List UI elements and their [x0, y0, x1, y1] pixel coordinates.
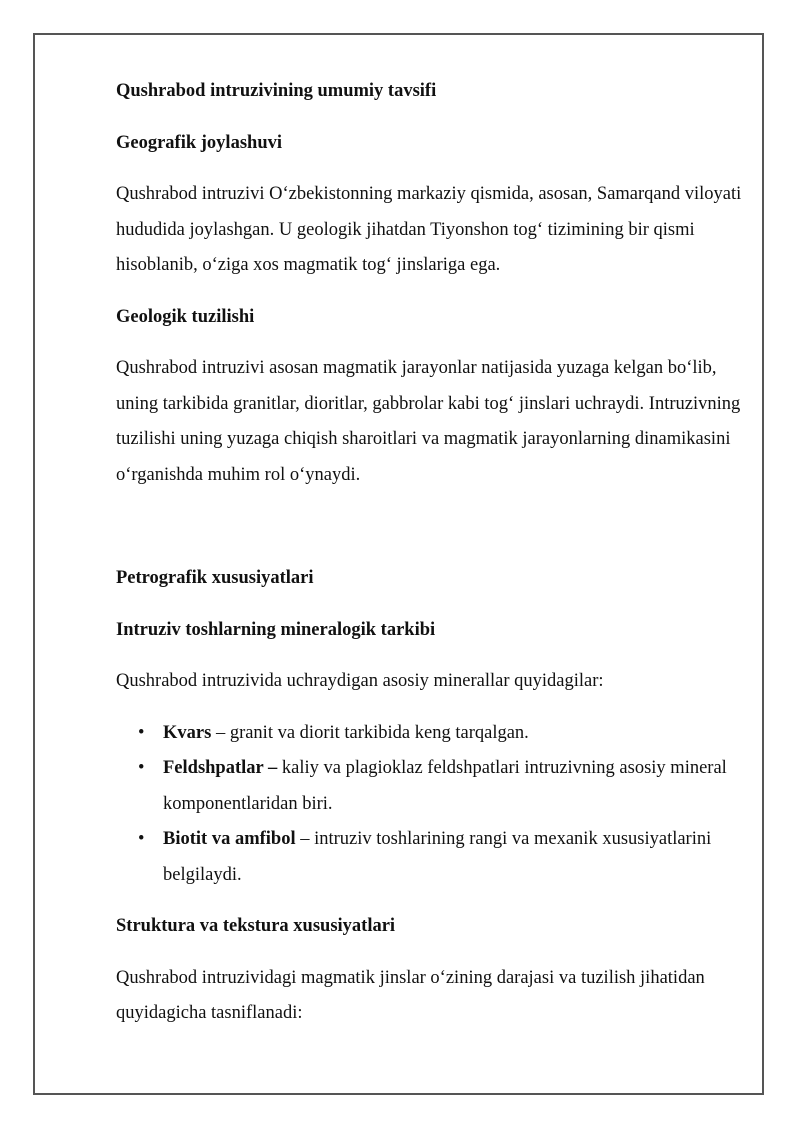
document-body [116, 74, 746, 1048]
list-item [116, 751, 746, 822]
section-heading-struktura: Struktura va tekstura xususiyatlari [116, 916, 396, 936]
blank-space [116, 509, 746, 561]
mineral-list [116, 716, 746, 894]
mineral-term: Feldshpatlar – [163, 758, 278, 778]
section-heading-geologik: Geologik tuzilishi [116, 306, 255, 327]
paragraph-geografik: Qushrabod intruzivi O‘zbekistonning markaziy qismida, asosan, Samarqand viloyati hududida joylashgan. U geologik jihatdan Tiyonshon tog‘ tizimining bir qismi hisoblanib, o‘ziga xos magmatik tog‘ jinslariga ega. [116, 184, 742, 275]
paragraph-struktura: Qushrabod intruzividagi magmatik jinslar o‘zining darajasi va tuzilish jihatidan quyidagicha tasniflanadi: [116, 967, 705, 1023]
mineral-description: kaliy va plagioklaz feldshpatlari intruzivning asosiy mineral komponentlaridan biri. [163, 758, 727, 814]
list-item [116, 822, 746, 893]
document-title: Qushrabod intruzivining umumiy tavsifi [116, 81, 437, 101]
section-heading-mineralogik: Intruziv toshlarning mineralogik tarkibi [116, 619, 436, 640]
bullet-icon: • [138, 722, 145, 743]
list-item [116, 716, 746, 752]
mineral-description: – intruziv toshlarining rangi va mexanik xususiyatlarini belgilaydi. [163, 829, 712, 885]
mineral-term: Biotit va amfibol [163, 829, 296, 849]
bullet-icon: • [138, 829, 145, 849]
mineral-term: Kvars [163, 722, 212, 743]
section-heading-petrografik: Petrografik xususiyatlari [116, 568, 314, 588]
section-heading-geografik: Geografik joylashuvi [116, 132, 282, 153]
mineral-description: – granit va diorit tarkibida keng tarqalgan. [211, 722, 529, 743]
paragraph-mineral-intro: Qushrabod intruzivida uchraydigan asosiy minerallar quyidagilar: [116, 671, 604, 691]
bullet-icon: • [138, 758, 145, 778]
paragraph-geologik: Qushrabod intruzivi asosan magmatik jarayonlar natijasida yuzaga kelgan bo‘lib, uning tarkibida granitlar, dioritlar, gabbrolar kabi tog‘ jinslari uchraydi. Intruzivning tuzilishi uning yuzaga chiqish sharoitlari va magmatik jarayonlarning dinamikasini o‘rganishda muhim rol o‘ynaydi. [116, 358, 741, 485]
